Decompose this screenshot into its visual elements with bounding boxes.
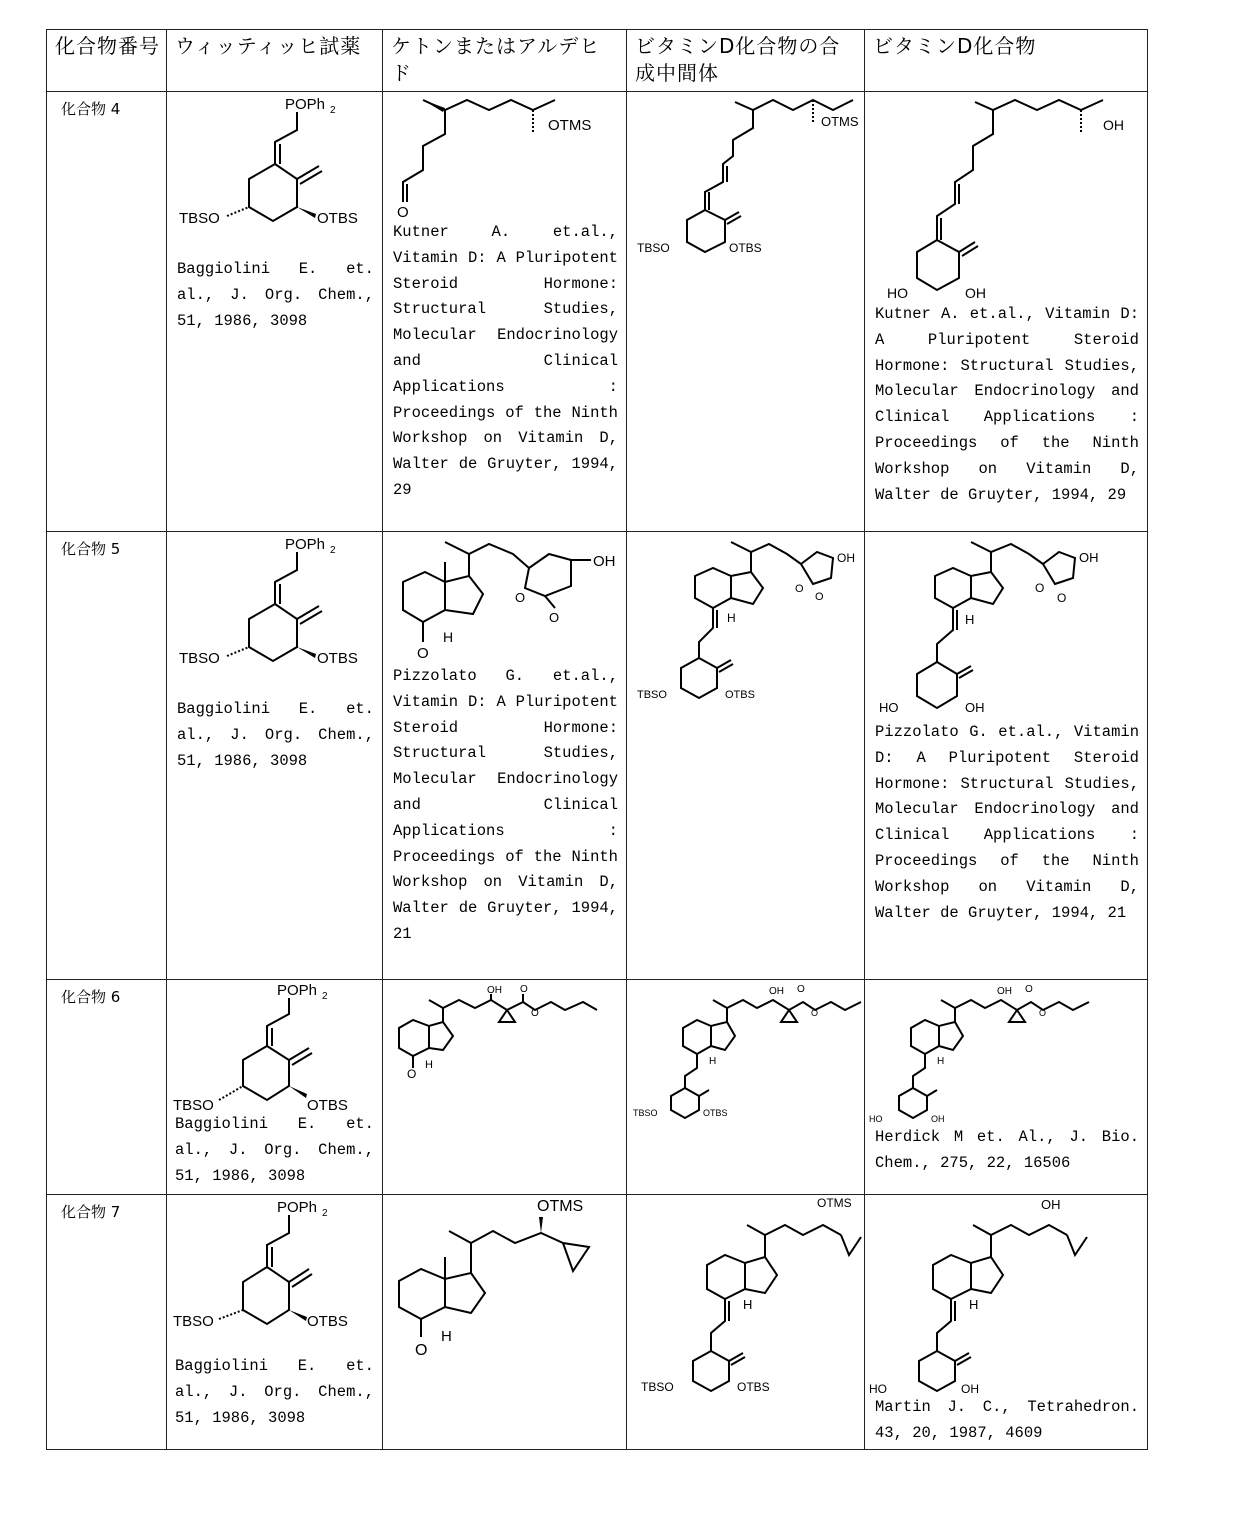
ketone-aldehyde-cell: [383, 1195, 627, 1450]
svg-text:H: H: [709, 1056, 717, 1067]
svg-text:O: O: [520, 984, 528, 995]
reference-text: Pizzolato G. et.al., Vitamin D: A Pluripotent Steroid Hormone: Structural Studies, Molecular Endocrinology and Clinical Applications : Proceedings of the Ninth Workshop on Vitamin D, Walter de Gruyter, 1994, 21: [393, 667, 618, 943]
svg-text:H: H: [727, 611, 736, 625]
svg-text:OH: OH: [965, 285, 986, 301]
svg-text:O: O: [1035, 581, 1045, 595]
svg-text:O: O: [811, 1008, 819, 1018]
table-row: [47, 1195, 1148, 1450]
reference-text: Herdick M et. Al., J. Bio. Chem., 275, 22, 16506: [875, 1128, 1139, 1172]
svg-text:OH: OH: [961, 1382, 979, 1395]
wittig-reagent-structure: [167, 1195, 382, 1350]
ketone-aldehyde-structure: [383, 92, 626, 220]
svg-text:2: 2: [322, 991, 328, 1002]
intermediate-structure: [627, 532, 864, 712]
svg-text:HO: HO: [887, 285, 908, 301]
svg-text:OTMS: OTMS: [821, 114, 859, 129]
svg-text:OH: OH: [1079, 550, 1099, 565]
reference-text: Baggiolini E. et. al., J. Org. Chem., 51, 1986, 3098: [175, 1357, 374, 1427]
svg-text:OTBS: OTBS: [307, 1313, 348, 1330]
svg-text:OH: OH: [769, 986, 784, 997]
ketone-aldehyde-structure: [383, 1195, 626, 1365]
table-row: [47, 980, 1148, 1195]
svg-text:OH: OH: [965, 700, 985, 715]
svg-text:TBSO: TBSO: [641, 1380, 674, 1394]
header-intermediate: ビタミンD化合物の合成中間体: [627, 30, 865, 92]
svg-text:TBSO: TBSO: [637, 241, 670, 255]
svg-text:OH: OH: [997, 986, 1012, 997]
header-ketone-aldehyde: ケトンまたはアルデヒド: [383, 30, 627, 92]
svg-text:H: H: [937, 1056, 945, 1067]
svg-text:O: O: [515, 590, 526, 605]
vitamin-d-structure: [865, 1195, 1147, 1395]
svg-text:2: 2: [330, 545, 336, 556]
svg-text:OTMS: OTMS: [817, 1196, 852, 1210]
svg-text:POPh: POPh: [285, 96, 326, 113]
svg-text:HO: HO: [869, 1114, 883, 1124]
svg-text:H: H: [443, 629, 454, 645]
wittig-reagent-structure: [167, 532, 382, 687]
svg-text:OTBS: OTBS: [737, 1380, 770, 1394]
reference-text: Baggiolini E. et. al., J. Org. Chem., 51, 1986, 3098: [177, 700, 374, 770]
svg-text:O: O: [1057, 591, 1067, 605]
vitamin-d-structure: [865, 532, 1147, 720]
intermediate-structure: [627, 1195, 864, 1400]
svg-text:OH: OH: [1103, 117, 1124, 133]
svg-text:H: H: [965, 612, 975, 627]
svg-text:TBSO: TBSO: [633, 1108, 658, 1118]
table-row: [47, 92, 1148, 532]
svg-text:O: O: [407, 1067, 417, 1080]
svg-text:O: O: [415, 1342, 428, 1359]
svg-text:OTMS: OTMS: [548, 117, 592, 134]
svg-text:TBSO: TBSO: [637, 689, 667, 701]
svg-text:2: 2: [322, 1208, 328, 1219]
intermediate-cell: [627, 980, 865, 1195]
svg-text:TBSO: TBSO: [173, 1097, 214, 1112]
reference-text: Kutner A. et.al., Vitamin D: A Pluripotent Steroid Hormone: Structural Studies, Molecular Endocrinology and Clinical Applications : Proceedings of the Ninth Workshop on Vitamin D, Walter de Gruyter, 1994, 29: [393, 223, 618, 499]
compound-table: [46, 29, 1148, 1450]
reference-text: Baggiolini E. et. al., J. Org. Chem., 51, 1986, 3098: [175, 1115, 374, 1185]
intermediate-structure: [627, 92, 864, 272]
svg-text:O: O: [417, 645, 429, 662]
svg-text:O: O: [815, 591, 824, 603]
wittig-reagent-structure: [167, 980, 382, 1112]
vitamin-d-compound-cell: [865, 1195, 1148, 1450]
svg-text:OTBS: OTBS: [703, 1108, 728, 1118]
svg-text:O: O: [549, 610, 560, 625]
reference-text: Pizzolato G. et.al., Vitamin D: A Pluripotent Steroid Hormone: Structural Studies, Molecular Endocrinology and Clinical Applications : Proceedings of the Ninth Workshop on Vitamin D, Walter de Gruyter, 1994, 21: [875, 723, 1139, 922]
svg-text:OH: OH: [593, 553, 616, 570]
ketone-aldehyde-cell: [383, 92, 627, 532]
svg-text:O: O: [1039, 1008, 1047, 1018]
svg-text:HO: HO: [869, 1382, 887, 1395]
wittig-reagent-cell: [167, 532, 383, 980]
svg-text:OTBS: OTBS: [725, 689, 755, 701]
svg-text:O: O: [795, 583, 804, 595]
compound-id: 化合物 6: [47, 980, 167, 1195]
reference-text: Martin J. C., Tetrahedron. 43, 20, 1987, 4609: [875, 1398, 1139, 1442]
vitamin-d-compound-cell: [865, 980, 1148, 1195]
svg-text:HO: HO: [879, 700, 899, 715]
ketone-aldehyde-cell: [383, 532, 627, 980]
header-wittig-reagent: ウィッティッヒ試薬: [167, 30, 383, 92]
svg-text:H: H: [425, 1059, 433, 1071]
svg-text:H: H: [743, 1297, 753, 1312]
ketone-aldehyde-cell: [383, 980, 627, 1195]
wittig-reagent-structure: [167, 92, 382, 247]
reference-text: Baggiolini E. et. al., J. Org. Chem., 51, 1986, 3098: [177, 260, 374, 330]
svg-text:O: O: [1025, 984, 1033, 995]
ketone-aldehyde-structure: [383, 532, 626, 664]
svg-text:TBSO: TBSO: [173, 1313, 214, 1330]
svg-text:2: 2: [330, 105, 336, 116]
svg-text:H: H: [969, 1297, 979, 1312]
wittig-reagent-cell: [167, 92, 383, 532]
intermediate-cell: [627, 532, 865, 980]
header-compound-number: 化合物番号: [47, 30, 167, 92]
vitamin-d-structure: [865, 980, 1147, 1125]
svg-text:POPh: POPh: [277, 982, 318, 999]
vitamin-d-structure: [865, 92, 1147, 302]
svg-text:OTBS: OTBS: [729, 241, 762, 255]
ketone-aldehyde-structure: [383, 980, 626, 1080]
svg-text:OH: OH: [1041, 1197, 1061, 1212]
svg-text:O: O: [397, 204, 409, 220]
compound-id: 化合物 5: [47, 532, 167, 980]
compound-id: 化合物 4: [47, 92, 167, 532]
reference-text: Kutner A. et.al., Vitamin D: A Pluripotent Steroid Hormone: Structural Studies, Molecular Endocrinology and Clinical Applications : Proceedings of the Ninth Workshop on Vitamin D, Walter de Gruyter, 1994, 29: [875, 305, 1139, 504]
svg-text:POPh: POPh: [277, 1199, 318, 1216]
table-row: [47, 532, 1148, 980]
vitamin-d-compound-cell: [865, 92, 1148, 532]
svg-text:TBSO: TBSO: [179, 210, 220, 227]
intermediate-cell: [627, 92, 865, 532]
header-vitamin-d-compound: ビタミンD化合物: [865, 30, 1148, 92]
svg-text:OTBS: OTBS: [307, 1097, 348, 1112]
svg-text:OTMS: OTMS: [537, 1198, 584, 1215]
header-row: [47, 30, 1148, 92]
wittig-reagent-cell: [167, 1195, 383, 1450]
svg-text:TBSO: TBSO: [179, 650, 220, 667]
svg-text:POPh: POPh: [285, 536, 326, 553]
compound-id: 化合物 7: [47, 1195, 167, 1450]
wittig-reagent-cell: [167, 980, 383, 1195]
svg-text:OTBS: OTBS: [317, 210, 358, 227]
svg-text:OH: OH: [931, 1114, 945, 1124]
svg-text:OH: OH: [487, 985, 502, 996]
intermediate-structure: [627, 980, 864, 1120]
svg-text:OTBS: OTBS: [317, 650, 358, 667]
svg-text:O: O: [531, 1008, 539, 1019]
svg-text:H: H: [441, 1328, 452, 1345]
svg-text:OH: OH: [837, 551, 855, 565]
svg-text:O: O: [797, 984, 805, 995]
intermediate-cell: [627, 1195, 865, 1450]
vitamin-d-compound-cell: [865, 532, 1148, 980]
